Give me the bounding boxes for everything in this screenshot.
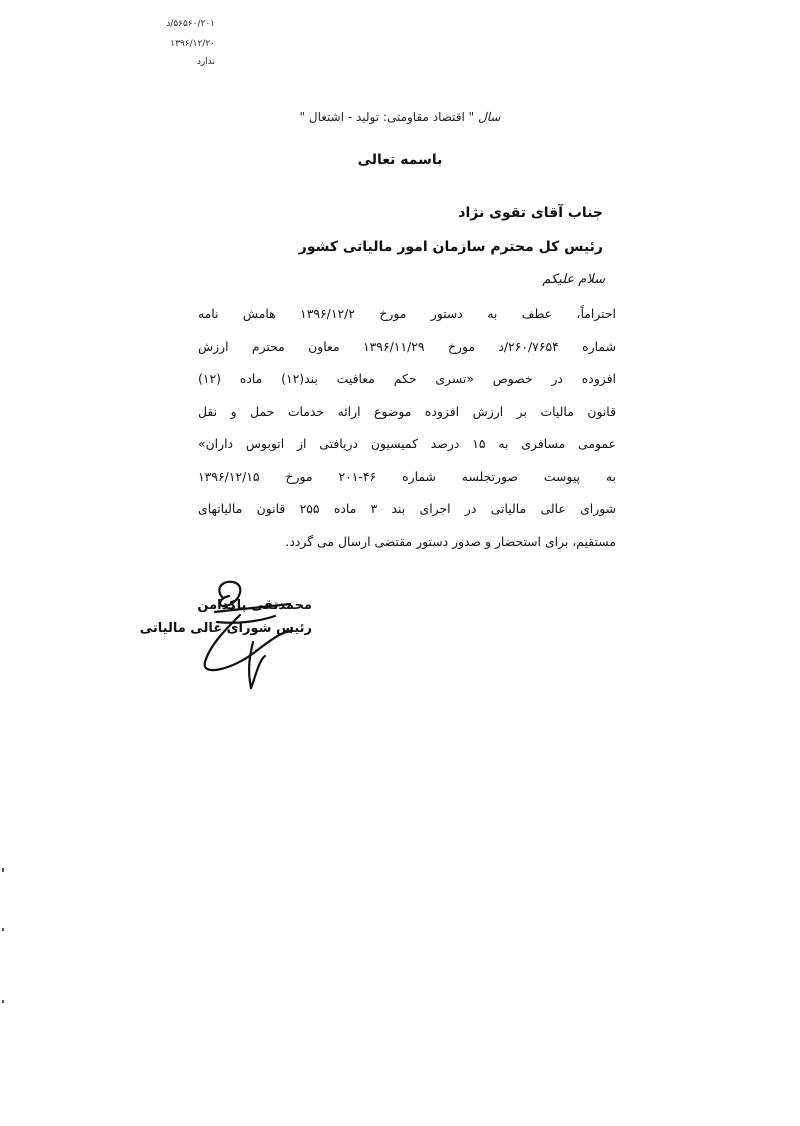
scan-edge-mark: [2, 1000, 4, 1003]
body-line: قانون مالیات بر ارزش افزوده موضوع ارائه خدمات حمل و نقل: [198, 403, 616, 419]
signatory-title: رئیس شورای عالی مالیاتی: [139, 621, 312, 636]
salutation: سلام علیکم: [542, 272, 605, 287]
body-line: مستقیم، برای استحضار و صدور دستور مقتضی ارسال می گردد.: [285, 533, 616, 549]
addressee-title: رئیس کل محترم سازمان امور مالیاتی کشور: [298, 239, 603, 255]
letter-date: ۱۳۹۶/۱۲/۲۰: [170, 39, 215, 49]
scan-edge-mark: [2, 868, 4, 872]
body-line: شورای عالی مالیاتی در اجرای بند ۳ ماده ۲۵۵ قانون مالیاتهای: [198, 501, 616, 516]
addressee-name: جناب آقای تقوی نژاد: [458, 205, 603, 221]
signatory-name: محمدتقی پاکدامن: [197, 598, 312, 613]
letter-attachment: ندارد: [196, 57, 215, 67]
body-line: به پیوست صورتجلسه شماره ۴۶-۲۰۱ مورخ ۱۳۹۶/۱۲/۱۵: [198, 468, 616, 484]
scan-edge-mark: [2, 928, 4, 931]
letter-body: [198, 298, 616, 558]
slogan-prefix: سال: [478, 110, 501, 124]
body-line: شماره ۲۶۰/۷۶۵۴/د مورخ ۱۳۹۶/۱۱/۲۹ معاون محترم ارزش: [198, 338, 616, 354]
body-line: احتراماً، عطف به دستور مورخ ۱۳۹۶/۱۲/۲ هامش نامه: [198, 306, 616, 321]
slogan-text: " اقتصاد مقاومتی: تولید - اشتغال ": [299, 110, 475, 124]
letter-number: ۵۶۵۶۰/۲۰۱/د: [166, 19, 215, 29]
body-line: عمومی مسافری به ۱۵ درصد کمیسیون دریافتی از اتوبوس داران»: [198, 436, 616, 451]
body-line: افزوده در خصوص «تسری حکم معافیت بند(۱۲) ماده (۱۲): [198, 371, 616, 386]
bismillah-heading: باسمه تعالی: [357, 152, 443, 168]
year-slogan: [250, 110, 550, 124]
